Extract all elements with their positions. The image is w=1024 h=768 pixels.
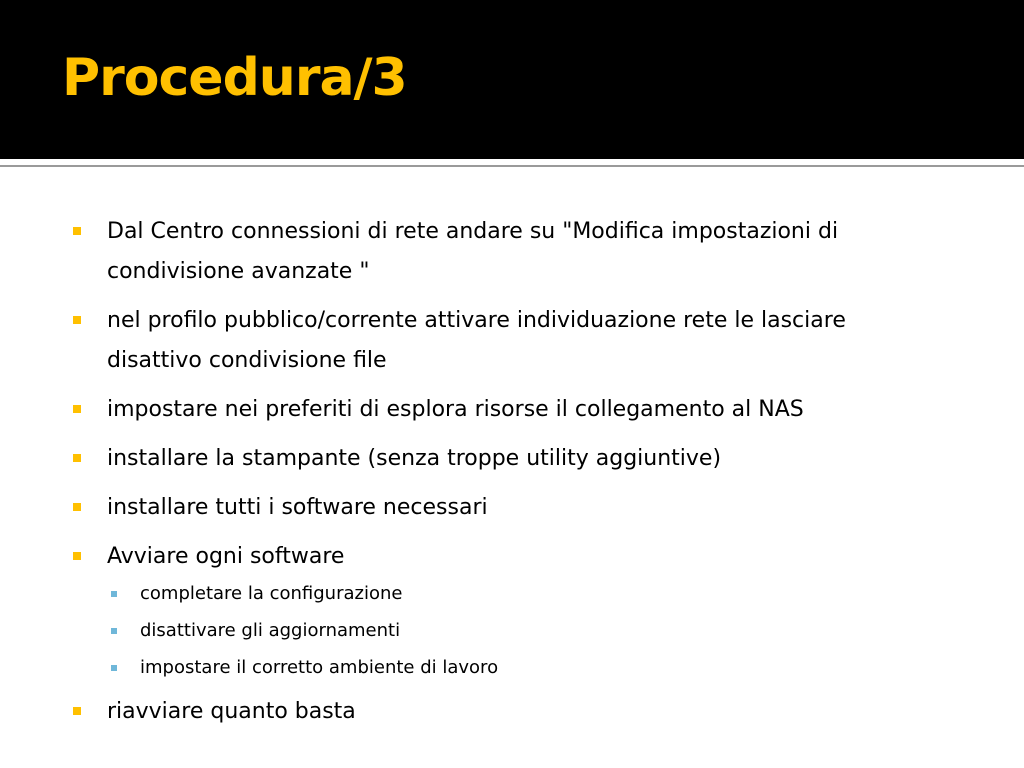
sub-bullet-text: disattivare gli aggiornamenti: [140, 620, 401, 641]
header-divider-line: [0, 165, 1024, 167]
slide-content: [0, 168, 1024, 768]
bullet-text: installare tutti i software necessari: [107, 495, 488, 520]
sub-bullet-item: [107, 653, 907, 683]
bullet-text: installare la stampante (senza troppe utility aggiuntive): [107, 446, 722, 471]
bullet-item: [72, 390, 907, 430]
bullet-item: [72, 692, 907, 732]
sub-bullet-text: completare la configurazione: [140, 583, 403, 604]
bullet-text: impostare nei preferiti di esplora risorse il collegamento al NAS: [107, 397, 804, 422]
sub-bullet-item: [107, 616, 907, 646]
bullet-text: nel profilo pubblico/corrente attivare individuazione rete le lasciare disattivo condivisione file: [107, 308, 846, 373]
title-bar: [0, 0, 1024, 159]
sub-bullet-list: [107, 579, 907, 683]
bullet-item: [72, 537, 907, 683]
bullet-text: Dal Centro connessioni di rete andare su "Modifica impostazioni di condivisione avanzate ": [107, 219, 839, 284]
bullet-text: Avviare ogni software: [107, 544, 345, 569]
bullet-list: [72, 212, 932, 741]
bullet-item: [72, 212, 907, 292]
sub-bullet-item: [107, 579, 907, 609]
slide-title: Procedura/3: [62, 48, 407, 108]
bullet-text: riavviare quanto basta: [107, 699, 356, 724]
bullet-item: [72, 439, 907, 479]
sub-bullet-text: impostare il corretto ambiente di lavoro: [140, 657, 499, 678]
bullet-item: [72, 301, 907, 381]
bullet-item: [72, 488, 907, 528]
